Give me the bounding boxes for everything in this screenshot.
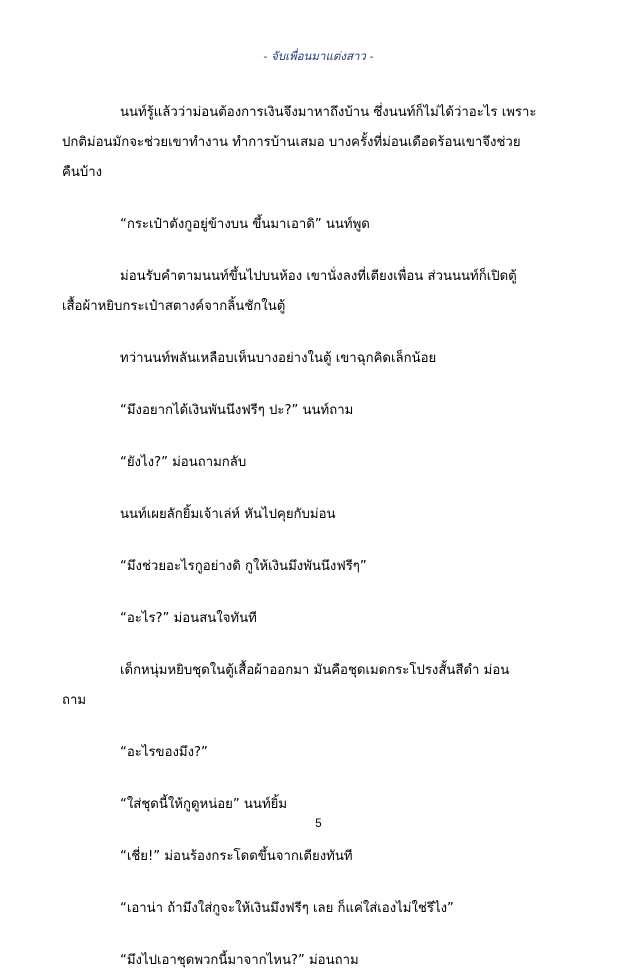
paragraph-line: “ยังไง?” ม่อนถามกลับ bbox=[120, 455, 247, 470]
paragraph-line: “อะไรของมึง?” bbox=[120, 745, 208, 760]
paragraph-line: “มึงอยากได้เงินพันนึงฟรีๆ ปะ?” นนท์ถาม bbox=[120, 403, 354, 418]
running-header: - จับเพื่อนมาแต่งสาว - bbox=[263, 49, 374, 63]
paragraph-line: ทว่านนท์พลันเหลือบเห็นบางอย่างในตู้ เขาฉุกคิดเล็กน้อย bbox=[120, 351, 437, 366]
paragraph-line: “กระเป๋าตังกูอยู่ข้างบน ขึ้นมาเอาดิ” นนท์พูด bbox=[120, 217, 370, 232]
paragraph-line: นนท์รู้แล้วว่าม่อนต้องการเงินจึงมาหาถึงบ้าน ซึ่งนนท์ก็ไม่ได้ว่าอะไร เพราะ bbox=[120, 105, 537, 120]
paragraph-line: “มึงช่วยอะไรกูอย่างดิ กูให้เงินมึงพันนึงฟรีๆ” bbox=[120, 559, 367, 574]
story-body bbox=[62, 98, 578, 976]
paragraph-line: “อะไร?” ม่อนสนใจทันที bbox=[120, 611, 257, 626]
paragraph-line: นนท์เผยลักยิ้มเจ้าเล่ห์ หันไปคุยกับม่อน bbox=[120, 507, 336, 522]
paragraph-line: เด็กหนุ่มหยิบชุดในตู้เสื้อผ้าออกมา มันคือชุดเมดกระโปรงสั้นสีดำ ม่อน bbox=[120, 663, 510, 678]
paragraph-line: “มึงไปเอาชุดพวกนี้มาจากไหน?” ม่อนถาม bbox=[120, 953, 359, 968]
paragraph-line: เสื้อผ้าหยิบกระเป๋าสตางค์จากลิ้นชักในตู้ bbox=[62, 299, 286, 314]
paragraph-line: “เอาน่า ถ้ามึงใส่กูจะให้เงินมึงฟรีๆ เลย ก็แค่ใส่เองไม่ใช่รึไง” bbox=[120, 901, 454, 916]
paragraph-line: “เชี่ย!” ม่อนร้องกระโดดขึ้นจากเตียงทันที bbox=[120, 849, 353, 864]
page-number: 5 bbox=[315, 818, 322, 830]
paragraph-line: “ใส่ชุดนี้ให้กูดูหน่อย” นนท์ยิ้ม bbox=[120, 797, 288, 812]
paragraph-line: ปกติม่อนมักจะช่วยเขาทำงาน ทำการบ้านเสมอ บางครั้งที่ม่อนเดือดร้อนเขาจึงช่วย bbox=[62, 135, 521, 150]
paragraph-line: คืนบ้าง bbox=[62, 165, 103, 180]
paragraph-line: ถาม bbox=[62, 693, 87, 708]
paragraph-line: ม่อนรับคำตามนนท์ขึ้นไปบนห้อง เขานั่งลงที่เตียงเพื่อน ส่วนนนท์ก็เปิดตู้ bbox=[120, 269, 517, 284]
